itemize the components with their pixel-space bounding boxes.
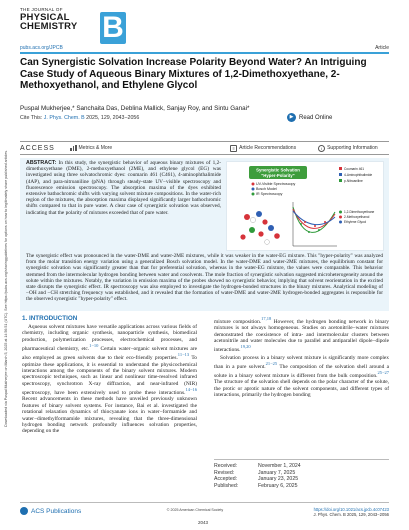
abstract-label: ABSTRACT: [26, 160, 57, 166]
read-online-button[interactable] [287, 113, 332, 122]
introduction-left-column [22, 324, 197, 435]
toc-species-dot-1 [339, 211, 342, 214]
abstract-text-1: In this study, the synergistic behavior of aqueous binary mixtures of 1,2-dimethoxyethane (DME), 2-methoxyethanol (2ME), and ethylene glycol (EG) was investigated using three solvatochromic dyes: coumarin 461 (C461), 4-aminophthalimide (4AP), and para-nitroaniline (pNA) through steady-state UV−visible spectroscopy and fluorescence emission spectroscopy. The absorption maxima of the dyes exhibited extensive bathochromic shifts with varying solvent mixture compositions. In the water-rich region of the mixtures, the absorption maxima displayed significantly larger bathochromic shifts compared to that in pure water. A clear case of synergistic solvation was observed, indicating that the polarity of mixtures exceeded that of pure water. [26, 160, 221, 216]
footer-journal-cite: J. Phys. Chem. B 2025, 129, 2043−2056 [313, 512, 389, 517]
toc-right-legend-1: Coumarin 461 [344, 167, 365, 171]
introduction-right-column [214, 316, 389, 399]
abstract-part2: The synergistic effect was pronounced in the water-DME and water-2ME mixtures, while it was weaker in the water-EG mixture. This "hyper-polarity" was analyzed from the molar transition energy variation using a generalized Bosch solvation model. In the water-DME and water-2ME mixtures, the equilibrium constant for synergistic solvation was significantly greater than that for preferential solvation, whereas in the water-EG mixture, the values were comparable. This behavior stemmed from the intermolecular hydrogen bonding between water and cosolvents. The mole fraction of synergistic solvation suggested microheterogeneity around the solute within the mixtures. Notably, the variation in emission maxima of the probes showed no synergistic behavior, implying that solvent reorientation in the excited state disrupts the synergistic effect. IR spectroscopy was also employed to investigate the hydrogen-bonded structures in the binary mixtures. Analytical modeling of −OH and −CH stretching frequency was established, and it revealed that the formation of water-DME and water-2ME hydrogen-bonded aggregates is responsible for the observed synergistic "hyper-polarity" effect. [26, 253, 383, 303]
page-footer [20, 502, 389, 525]
article-type-label: Article [375, 45, 389, 51]
copyright-notice: © 2025 American Chemical Society [166, 508, 224, 512]
article-authors: Puspal Mukherjee,* Sanchaita Das, Deblina Mallick, Sanjay Roy, and Sintu Ganai* [20, 105, 250, 112]
access-label: ACCESS [20, 144, 55, 152]
history-accepted-label: Accepted: [214, 476, 238, 483]
toc-legend-2: Bosch Model [256, 187, 277, 192]
acs-publications-logo[interactable] [20, 507, 81, 515]
toc-species-3: Ethylene Glycol [344, 220, 367, 224]
intro-right-text-2: However, the hydrogen bonding network in binary mixtures is not always homogeneous. Studies on acetonitrile−water mixtures demonstrated the coexistence of intra- and intermolecular clusters between acetonitrile and water molecules due to parallel and antiparallel dipole−dipole interactions. [214, 318, 389, 354]
history-received [214, 463, 389, 470]
toc-graphic-svg [227, 162, 385, 252]
toc-species-dot-3 [339, 221, 342, 224]
toc-right-legend-2: 4-Aminophthalimide [344, 173, 373, 177]
intro-right-text-5: The structure of the solvation shell depends on the polar character of the solute, the protic or aprotic nature of the solvent components, and different types of interactions, primarily the hydrogen bonding [214, 379, 389, 399]
history-received-label: Received: [214, 463, 238, 469]
doi-link[interactable]: https://doi.org/10.1021/acs.jpcb.4c07423 [313, 507, 389, 512]
history-revised-label: Revised: [214, 469, 235, 476]
intro-ref-1[interactable]: 1−10 [89, 343, 99, 349]
intro-ref-3[interactable]: 14−16 [185, 387, 197, 393]
intro-right-ref-1[interactable]: 17,18 [261, 316, 272, 321]
page-number: 2043 [198, 520, 209, 525]
cite-prefix: Cite This: [20, 115, 43, 121]
cite-this-line [20, 115, 139, 121]
history-accepted [214, 476, 389, 483]
toc-banner-line1: Synergistic Solvation [256, 167, 300, 173]
intro-text-2: Certain water−organic solvent mixtures are also employed as green solvents due to their eco-friendly properties. [22, 346, 197, 362]
cite-journal-link[interactable]: J. Phys. Chem. B [43, 115, 85, 121]
toc-curve-plot [293, 202, 337, 246]
read-online-icon: ▶ [287, 113, 296, 122]
toc-right-legend-swatch-2 [339, 173, 342, 176]
intro-right-ref-4[interactable]: 25−27 [377, 370, 389, 376]
logo-b-badge: B [100, 12, 126, 44]
intro-text-4: Recent advancements in these methods have unveiled previously unknown features of binary solvent systems. For instance, Bai et al. investigated the rotational relaxation dynamics of thiocyanate ions in water−formamide and water−dimethylformamide mixtures, revealing that the three-dimensional hydrogen bonding network profoundly influences solvation properties, depending on the [22, 396, 197, 435]
intro-right-paragraph-1 [214, 316, 389, 354]
toc-banner-line2: "Hyper-Polarity" [261, 173, 295, 178]
supporting-information-button[interactable] [318, 145, 378, 152]
intro-right-ref-3[interactable]: 21−25 [265, 361, 278, 367]
metrics-label: Metrics & More [78, 145, 113, 151]
intro-right-text-3: Solvation process in a binary solvent mixture is significantly more complex than in a pure solvent. [214, 354, 389, 370]
intro-text-3: To optimize these applications, it is essential to understand the physicochemical interactions among the components of the binary solvent mixtures. Modern spectroscopic techniques, such as linear and nonlinear time-resolved infrared spectroscopy, synchrotron X-ray diffraction, and near-infrared (NIR) spectroscopy, have been extensively used to probe these interactions. [22, 355, 197, 397]
article-recommendations-label: Article Recommendations [239, 145, 297, 151]
read-online-label: Read Online [299, 114, 333, 121]
supporting-information-label: Supporting Information [327, 145, 378, 151]
toc-right-legend-3: p-Nitroaniline [344, 179, 363, 183]
introduction-heading: 1. INTRODUCTION [22, 315, 78, 322]
history-accepted-date: January 23, 2025 [258, 476, 299, 483]
toc-species-1: 1,2-Dimethoxyethane [344, 210, 375, 214]
toc-right-legend-swatch-1 [339, 167, 342, 170]
history-published-label: Published: [214, 482, 239, 489]
toc-legend-3: IR Spectroscopy [256, 192, 283, 197]
logo-physical-text: PHYSICAL [20, 11, 70, 23]
article-recommendations-button[interactable] [230, 145, 296, 152]
intro-ref-2[interactable]: 11−13 [177, 352, 190, 358]
history-published-date: February 6, 2025 [258, 482, 298, 489]
journal-logo[interactable] [20, 7, 124, 44]
acs-logo-text: ACS Publications [31, 507, 82, 515]
intro-right-text-4: The composition of the solvation shell around a solute in a binary solvent mixture is different from the bulk composition. [214, 363, 389, 380]
journal-url-link[interactable]: pubs.acs.org/JPCB [20, 45, 63, 51]
header-divider [20, 52, 389, 54]
intro-right-paragraph-2 [214, 355, 389, 399]
download-notice-sidebar [4, 150, 16, 450]
toc-legend-dot-1 [252, 183, 255, 186]
article-title: Can Synergistic Solvation Increase Polarity Beyond Water? An Intriguing Case Study of Aqueous Binary Mixtures of 1,2-Dimethoxyethane, 2-Methoxyethanol, and Ethylene Glycol [20, 57, 367, 91]
history-revised [214, 470, 389, 477]
download-notice-text: Downloaded via Puspal Mukherjee on March 5, 2025 at 14:56:51 (UTC). See https://pubs.acs.org/sharingguidelines for options on how to legitimately share published articles. [4, 150, 8, 427]
toc-species-2: 2-Methoxyethanol [344, 215, 370, 219]
intro-right-ref-2[interactable]: 19,20 [240, 344, 251, 350]
history-published [214, 483, 389, 490]
acs-logo-icon [20, 507, 28, 515]
toc-right-legend-swatch-3 [339, 179, 342, 182]
footer-citation [313, 507, 389, 517]
history-received-date: November 1, 2024 [258, 463, 301, 469]
metrics-icon [70, 145, 77, 151]
recommendations-icon: ≡ [230, 145, 237, 152]
logo-chemistry-text: CHEMISTRY [20, 21, 78, 32]
toc-species-dot-2 [339, 216, 342, 219]
toc-legend-1: UV-Visible Spectroscopy [256, 182, 296, 187]
supporting-info-icon: i [318, 145, 325, 152]
toc-legend-dot-3 [252, 193, 255, 196]
toc-graphic[interactable] [226, 161, 384, 251]
access-bar [20, 141, 389, 155]
intro-text-1: Aqueous solvent mixtures have versatile applications across various fields of chemistry, including organic synthesis, nanoparticle synthesis, biomedical production, polymerization processes, electrochemical processes, and pharmaceutical chemistry, etc. [22, 324, 197, 353]
toc-legend-dot-2 [252, 188, 255, 191]
molecule-cluster-illustration [240, 211, 279, 244]
cite-details: 2025, 129, 2043−2056 [84, 115, 140, 121]
intro-right-text-1: mixture composition. [214, 318, 262, 325]
metrics-button[interactable] [70, 145, 112, 151]
abstract-part1 [26, 160, 221, 216]
logo-the-text: THE JOURNAL OF [20, 7, 63, 12]
publication-history [214, 459, 389, 489]
history-revised-date: January 7, 2025 [258, 469, 296, 476]
